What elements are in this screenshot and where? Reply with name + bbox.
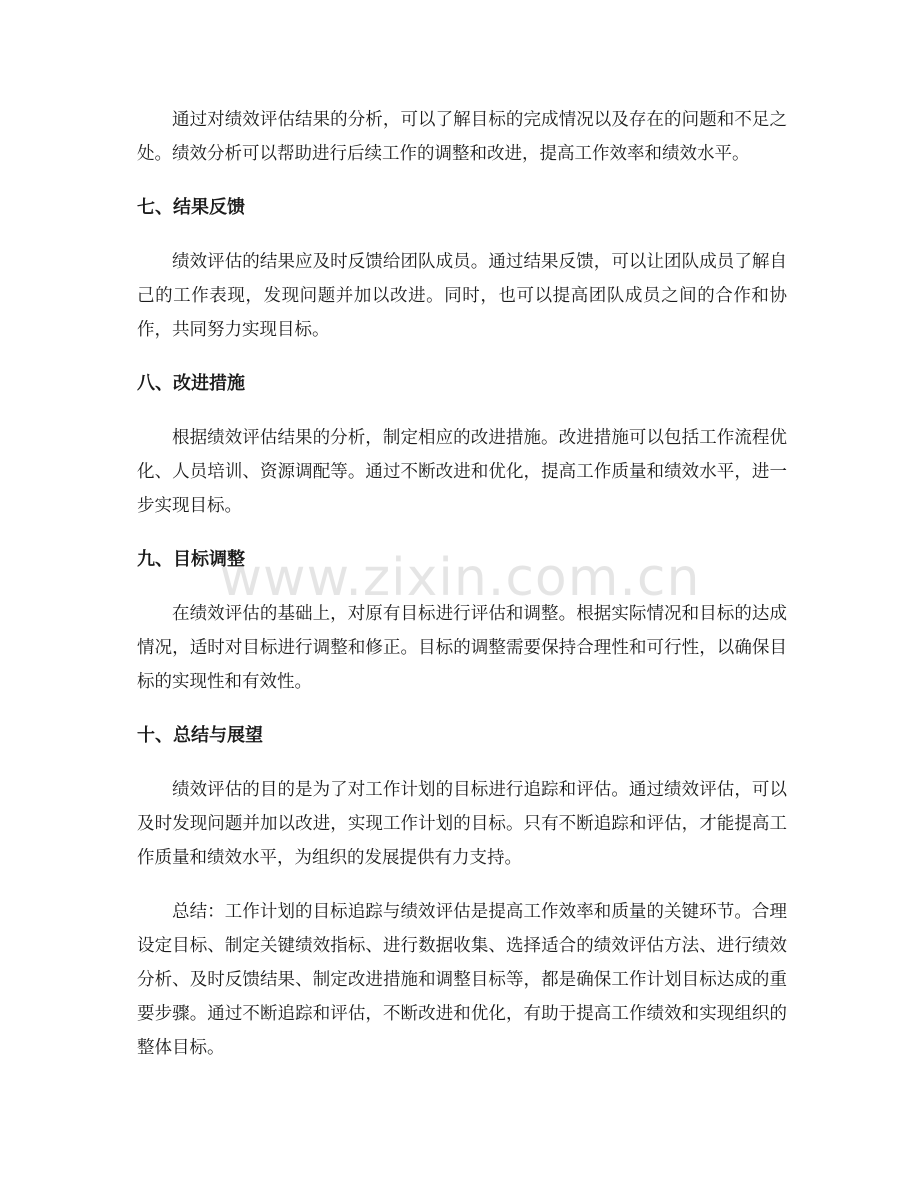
- section-paragraph-results-feedback: 绩效评估的结果应及时反馈给团队成员。通过结果反馈，可以让团队成员了解自己的工作表现，发现问题并加以改进。同时，也可以提高团队成员之间的合作和协作，共同努力实现目标。: [137, 252, 787, 340]
- section-paragraph-goal-adjustment: 在绩效评估的基础上，对原有目标进行评估和调整。根据实际情况和目标的达成情况，适时对目标进行调整和修正。目标的调整需要保持合理性和可行性，以确保目标的实现性和有效性。: [137, 604, 787, 692]
- document-page: [137, 103, 787, 1085]
- section-paragraph-improvement-measures: 根据绩效评估结果的分析，制定相应的改进措施。改进措施可以包括工作流程优化、人员培训、资源调配等。通过不断改进和优化，提高工作质量和绩效水平，进一步实现目标。: [137, 428, 787, 516]
- section-heading-improvement-measures: 八、改进措施: [137, 373, 245, 394]
- section-heading-goal-adjustment: 九、目标调整: [137, 549, 245, 570]
- section-paragraph-summary-outlook: 绩效评估的目的是为了对工作计划的目标进行追踪和评估。通过绩效评估，可以及时发现问题并加以改进，实现工作计划的目标。只有不断追踪和评估，才能提高工作质量和绩效水平，为组织的发展提供有力支持。: [137, 780, 787, 868]
- watermark: www.zixin.com.cn: [219, 548, 701, 608]
- section-heading-results-feedback: 七、结果反馈: [137, 197, 245, 218]
- summary-paragraph: 总结：工作计划的目标追踪与绩效评估是提高工作效率和质量的关键环节。合理设定目标、制定关键绩效指标、进行数据收集、选择适合的绩效评估方法、进行绩效分析、及时反馈结果、制定改进措施和调整目标等，都是确保工作计划目标达成的重要步骤。通过不断追踪和评估，不断改进和优化，有助于提高工作绩效和实现组织的整体目标。: [137, 902, 787, 1058]
- intro-paragraph: 通过对绩效评估结果的分析，可以了解目标的完成情况以及存在的问题和不足之处。绩效分析可以帮助进行后续工作的调整和改进，提高工作效率和绩效水平。: [137, 110, 787, 164]
- section-heading-summary-outlook: 十、总结与展望: [137, 725, 263, 746]
